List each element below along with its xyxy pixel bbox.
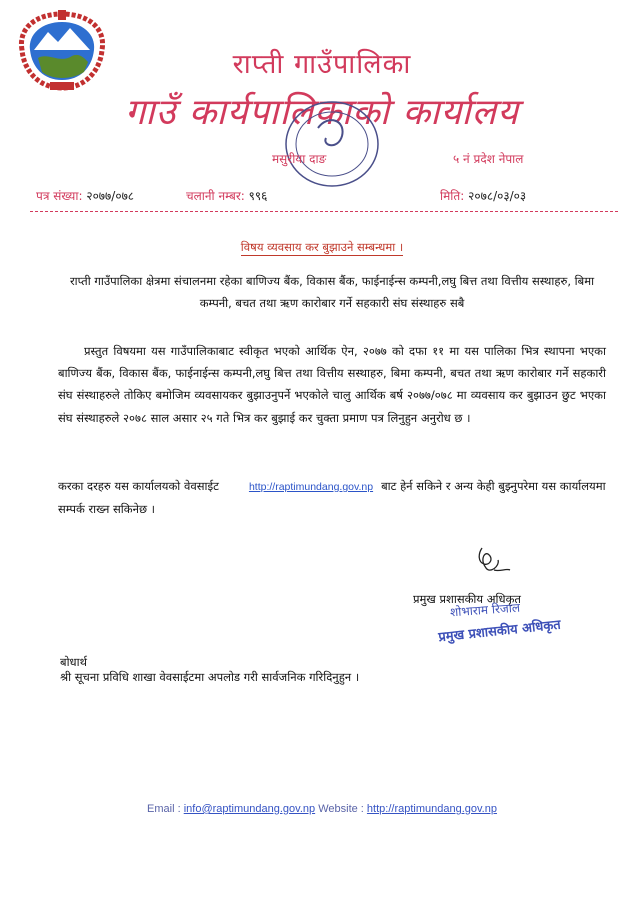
dispatch-number-label: चलानी नम्बर: (186, 189, 245, 203)
footer-email-link[interactable]: info@raptimundang.gov.np (183, 803, 316, 815)
footer-email-label: Email : (147, 803, 181, 815)
municipality-name: राप्ती गाउँपालिका (232, 49, 412, 80)
letter-date-label: मिति: (440, 189, 465, 203)
cc-line: श्री सूचना प्रविधि शाखा वेवसाईटमा अपलोड गरी सार्वजनिक गरिदिनुहुन । (60, 670, 360, 684)
signatory-title: प्रमुख प्रशासकीय अधिकृत (413, 592, 521, 606)
contact-text-after: बाट हेर्न सकिने र अन्य केही बुझ्नुपरेमा यस कार्यालयमा सम्पर्क राख्न सकिनेछ । (58, 479, 606, 517)
signatory-stamp-name: शोभाराम रिजाल (449, 600, 521, 620)
letter-subject-text: विषय व्यवसाय कर बुझाउने सम्बन्धमा । (240, 240, 404, 254)
letter-recipient: राप्ती गाउँपालिका क्षेत्रमा संचालनमा रहेका बाणिज्य बैंक, विकास बैंक, फाईनाईन्स कम्पनी,लघु बित्त तथा वित्तीय सस्थाहरु, बिमा कम्पनी, बचत तथा ऋण कारोबार गर्ने सहकारी संघ संस्थाहरु सबै (69, 274, 595, 310)
dispatch-number-value: ९९६ (248, 189, 268, 203)
contact-paragraph (58, 475, 618, 520)
footer-website-label: Website : (318, 803, 364, 815)
contact-text-before: करका दरहरु यस कार्यालयको वेवसाईट (58, 479, 219, 493)
office-address: मसुरीया दाङ (272, 152, 327, 166)
letter-body-paragraph: प्रस्तुत विषयमा यस गाउँपालिकाबाट स्वीकृत भएको आर्थिक ऐन, २०७७ को दफा ११ मा यस पालिका भित्र स्थापना भएका बाणिज्य बैंक, विकास बैंक, फाईनाईन्स कम्पनी,लघु बित्त तथा वित्तीय सस्थाहरु, बिमा कम्पनी, बचत तथा ऋण कारोबार गर्ने सहकारी संघ संस्थाहरुले तोकिए बमोजिम व्यवसायकर बुझाउनुपर्ने भएकोले चालु आर्थिक बर्ष २०७७/०७८ मा व्यवसाय कर बुझाउन छुट भएका संघ संस्थाहरुले २०७८ साल असार २५ गते भित्र कर बुझाई कर चुक्ता प्रमाण पत्र लिनुहुन अनुरोध छ । (58, 344, 606, 425)
dispatch-number (186, 187, 267, 204)
letter-date-value: २०७८/०३/०३ (468, 189, 527, 203)
reference-number-value: २०७७/०७८ (86, 189, 135, 203)
footer-website-link[interactable]: http://raptimundang.gov.np (366, 803, 497, 815)
cc-label: बोधार्थ (60, 655, 87, 669)
letter-body (58, 340, 606, 429)
signatory-stamp-title: प्रमुख प्रशासकीय अधिकृत (437, 617, 562, 646)
letter-date (440, 187, 526, 204)
reference-number (36, 187, 134, 204)
website-link[interactable]: http://raptimundang.gov.np (248, 481, 374, 493)
header-divider (30, 211, 618, 212)
footer-contact (0, 803, 644, 815)
handwritten-signature-icon (468, 544, 520, 590)
reference-number-label: पत्र संख्या: (36, 189, 83, 203)
office-name: गाउँ कार्यपालिकाको कार्यालय (125, 92, 519, 133)
office-round-stamp-icon (282, 98, 382, 190)
letter-subject (0, 240, 644, 255)
office-province: ५ नं प्रदेश नेपाल (453, 152, 524, 166)
